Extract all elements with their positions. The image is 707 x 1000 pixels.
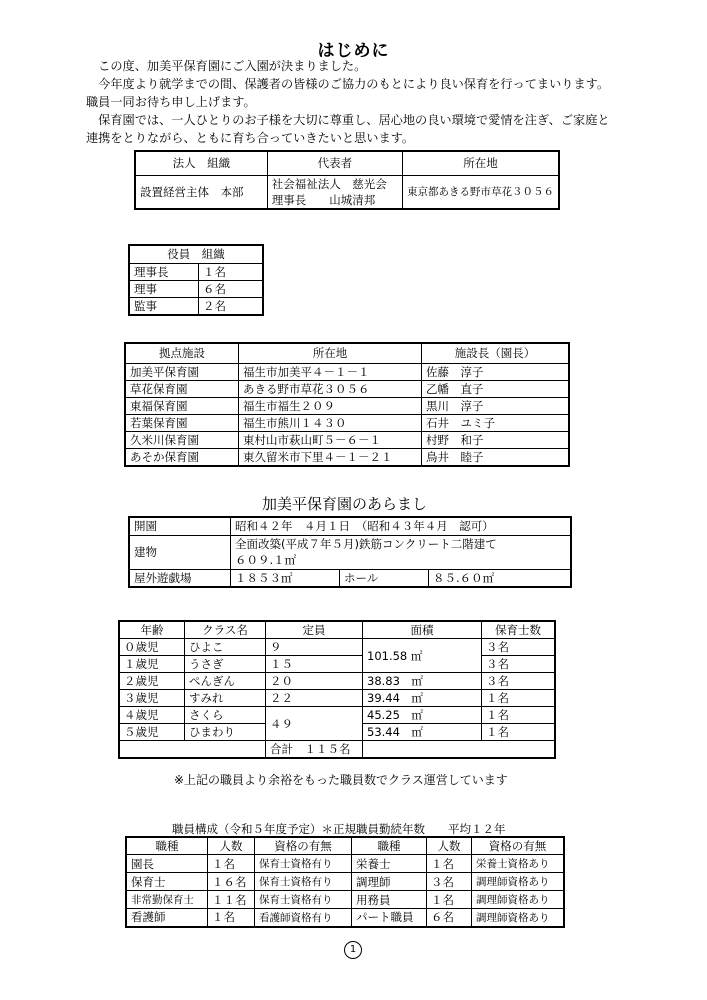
class-total: 合計 １１５名 [266, 741, 363, 759]
officer-role: 理事長 [129, 263, 199, 280]
corp-rep-line1: 社会福祉法人 慈光会 [271, 176, 387, 191]
class-capacity: １５ [266, 656, 363, 673]
officer-count: ２名 [199, 297, 264, 315]
class-capacity: ９ [266, 639, 363, 656]
staff-header: 職種 [126, 837, 208, 855]
class-age: １歳児 [119, 656, 185, 673]
building-value-line2: ６０９.１㎡ [235, 553, 297, 567]
class-name: うさぎ [185, 656, 266, 673]
staff-count: ６名 [427, 909, 472, 927]
staff-qualification: 調理師資格あり [472, 891, 565, 909]
corp-rep [267, 175, 402, 209]
corp-org: 設置経営主体 本部 [135, 175, 267, 209]
facilities-header-name: 拠点施設 [125, 343, 239, 363]
intro-line: 職員一同お待ち申し上げます。 [86, 95, 256, 109]
staff-qualification: 調理師資格あり [472, 909, 565, 927]
staff-count: １１名 [208, 891, 255, 909]
playground-value: １８５３㎡ [231, 569, 340, 587]
staff-count: １名 [208, 909, 255, 927]
hall-value: ８５.６０㎡ [429, 569, 572, 587]
facility-head: 村野 和子 [422, 431, 570, 448]
classes-header-cap: 定員 [266, 621, 363, 639]
class-capacity: ２２ [266, 690, 363, 707]
staff-role: 非常勤保育士 [126, 891, 208, 909]
overview-title: 加美平保育園のあらまし [262, 495, 428, 513]
class-age: ４歳児 [119, 707, 185, 724]
staff-role: 栄養士 [352, 855, 427, 873]
facility-name: 東福保育園 [125, 397, 239, 414]
staff-qualification: 保育士資格有り [255, 855, 352, 873]
staff-table [125, 836, 565, 928]
class-name: ひまわり [185, 724, 266, 741]
class-staff: １名 [482, 690, 556, 707]
class-area: 39.44 ㎡ [363, 690, 482, 707]
overview-table [128, 516, 572, 588]
facility-addr: 福生市熊川１４３０ [239, 414, 422, 431]
facility-head: 乙幡 直子 [422, 380, 570, 397]
total-spacer [185, 741, 266, 759]
class-age: ３歳児 [119, 690, 185, 707]
intro-line: 今年度より就学までの間、保護者の皆様のご協力のもとにより良い保育を行ってまいります。 [86, 77, 610, 91]
staff-header: 資格の有無 [255, 837, 352, 855]
staff-header: 資格の有無 [472, 837, 565, 855]
class-capacity: ４９ [266, 707, 363, 741]
facility-addr: 東村山市萩山町５－６－１ [239, 431, 422, 448]
staff-qualification: 保育士資格有り [255, 873, 352, 891]
corp-header-addr: 所在地 [403, 151, 560, 175]
staff-count: １名 [208, 855, 255, 873]
staff-qualification: 看護師資格有り [255, 909, 352, 927]
staff-role: 看護師 [126, 909, 208, 927]
intro-line: この度、加美平保育園にご入園が決まりました。 [86, 59, 367, 73]
open-value: 昭和４２年 ４月１日 （昭和４３年４月 認可） [231, 517, 572, 535]
class-staff: ３名 [482, 673, 556, 690]
officer-role: 理事 [129, 280, 199, 297]
officer-count: ６名 [199, 280, 264, 297]
staff-header: 人数 [208, 837, 255, 855]
corp-table [134, 150, 560, 210]
class-note: ※上記の職員より余裕をもった職員数でクラス運営しています [174, 773, 508, 787]
page-title: はじめに [317, 41, 390, 61]
staff-role: 調理師 [352, 873, 427, 891]
building-label: 建物 [129, 535, 231, 569]
staff-qualification: 調理師資格あり [472, 873, 565, 891]
facilities-header-addr: 所在地 [239, 343, 422, 363]
playground-label: 屋外遊戯場 [129, 569, 231, 587]
officer-role: 監事 [129, 297, 199, 315]
class-age: ０歳児 [119, 639, 185, 656]
facility-name: 若葉保育園 [125, 414, 239, 431]
class-name: さくら [185, 707, 266, 724]
staff-role: 用務員 [352, 891, 427, 909]
class-staff: １名 [482, 724, 556, 741]
facility-addr: 福生市福生２０９ [239, 397, 422, 414]
facility-name: 久米川保育園 [125, 431, 239, 448]
class-age: ５歳児 [119, 724, 185, 741]
facility-addr: 東久留米市下里４－１－２１ [239, 448, 422, 466]
facility-name: あそか保育園 [125, 448, 239, 466]
class-area: 45.25 ㎡ [363, 707, 482, 724]
officer-count: １名 [199, 263, 264, 280]
total-spacer [119, 741, 185, 759]
facility-addr: 福生市加美平４－１－１ [239, 363, 422, 380]
total-spacer [363, 741, 482, 759]
staff-caption: 職員構成（令和５年度予定）＊正規職員勤続年数 平均１２年 [172, 822, 506, 836]
open-label: 開園 [129, 517, 231, 535]
class-staff: ３名 [482, 656, 556, 673]
facility-name: 草花保育園 [125, 380, 239, 397]
staff-count: １６名 [208, 873, 255, 891]
staff-qualification: 栄養士資格あり [472, 855, 565, 873]
page-number: 1 [344, 941, 362, 959]
facility-head: 佐藤 淳子 [422, 363, 570, 380]
building-value-line1: 全面改築(平成７年５月)鉄筋コンクリート二階建て [235, 537, 497, 551]
class-area: 53.44 ㎡ [363, 724, 482, 741]
officers-header: 役員 組織 [129, 245, 263, 263]
corp-rep-line2: 理事長 山城清邦 [271, 192, 376, 207]
classes-header-area: 面積 [363, 621, 482, 639]
facility-head: 黒川 淳子 [422, 397, 570, 414]
facility-head: 石井 ユミ子 [422, 414, 570, 431]
staff-role: 保育士 [126, 873, 208, 891]
class-staff: １名 [482, 707, 556, 724]
intro-text [86, 57, 610, 147]
staff-header: 職種 [352, 837, 427, 855]
class-name: ぺんぎん [185, 673, 266, 690]
staff-role: パート職員 [352, 909, 427, 927]
total-spacer [482, 741, 556, 759]
facility-name: 加美平保育園 [125, 363, 239, 380]
classes-header-name: クラス名 [185, 621, 266, 639]
intro-line: 保育園では、一人ひとりのお子様を大切に尊重し、居心地の良い環境で愛情を注ぎ、ご家庭と [86, 113, 610, 127]
facilities-table [124, 342, 570, 467]
class-area: 38.83 ㎡ [363, 673, 482, 690]
corp-header-org: 法人 組織 [135, 151, 267, 175]
class-name: すみれ [185, 690, 266, 707]
facilities-header-head: 施設長（園長） [422, 343, 570, 363]
staff-count: １名 [427, 891, 472, 909]
corp-header-rep: 代表者 [267, 151, 402, 175]
intro-line: 連携をとりながら、ともに育ち合っていきたいと思います。 [86, 131, 415, 145]
staff-role: 園長 [126, 855, 208, 873]
classes-header-age: 年齢 [119, 621, 185, 639]
facility-head: 鳥井 睦子 [422, 448, 570, 466]
class-staff: ３名 [482, 639, 556, 656]
officers-table [128, 244, 264, 316]
staff-count: １名 [427, 855, 472, 873]
staff-count: ３名 [427, 873, 472, 891]
hall-label: ホール [340, 569, 429, 587]
classes-table [118, 620, 556, 759]
staff-header: 人数 [427, 837, 472, 855]
building-value [231, 535, 572, 569]
class-capacity: ２０ [266, 673, 363, 690]
corp-addr: 東京都あきる野市草花３０５６ [403, 175, 560, 209]
class-name: ひよこ [185, 639, 266, 656]
classes-header-staff: 保育士数 [482, 621, 556, 639]
class-area: 101.58 ㎡ [363, 639, 482, 673]
facility-addr: あきる野市草花３０５６ [239, 380, 422, 397]
staff-qualification: 保育士資格有り [255, 891, 352, 909]
class-age: ２歳児 [119, 673, 185, 690]
